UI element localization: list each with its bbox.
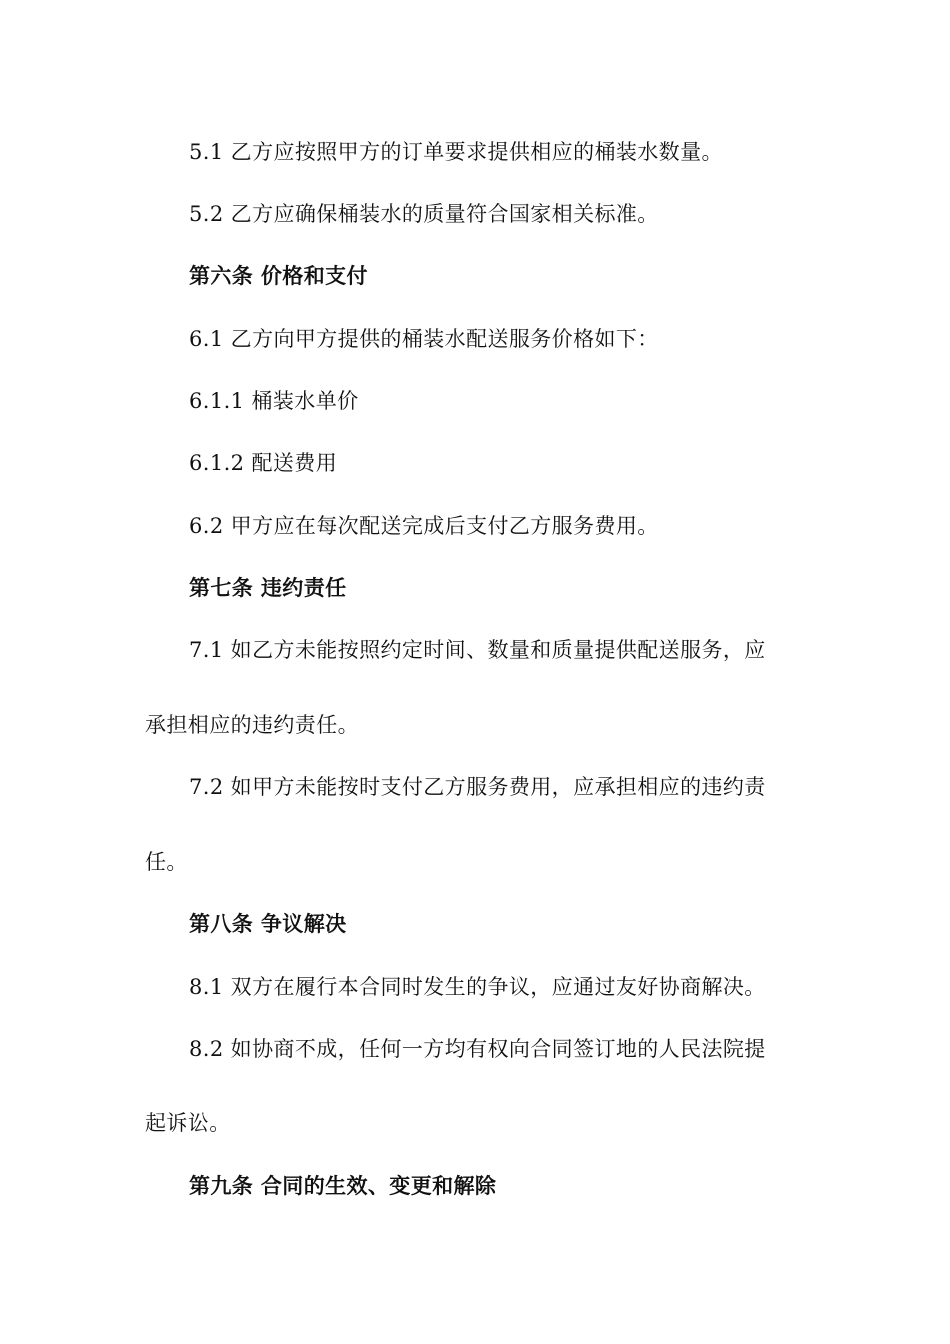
clause-8-2-line-1: 8.2 如协商不成，任何一方均有权向合同签订地的人民法院提 [189, 1037, 766, 1061]
clause-8-1: 8.1 双方在履行本合同时发生的争议，应通过友好协商解决。 [189, 975, 766, 999]
clause-5-1: 5.1 乙方应按照甲方的订单要求提供相应的桶装水数量。 [189, 140, 723, 164]
article-6-heading: 第六条 价格和支付 [189, 263, 368, 288]
clause-5-2: 5.2 乙方应确保桶装水的质量符合国家相关标准。 [189, 202, 659, 226]
clause-7-2-line-2: 任。 [145, 850, 188, 874]
clause-8-2-line-2: 起诉讼。 [145, 1111, 231, 1135]
clause-6-2: 6.2 甲方应在每次配送完成后支付乙方服务费用。 [189, 514, 659, 538]
clause-6-1-1: 6.1.1 桶装水单价 [189, 389, 359, 413]
clause-7-1-line-1: 7.1 如乙方未能按照约定时间、数量和质量提供配送服务，应 [189, 638, 766, 662]
clause-7-1-line-2: 承担相应的违约责任。 [145, 713, 359, 737]
clause-6-1-2: 6.1.2 配送费用 [189, 451, 338, 475]
clause-7-2-line-1: 7.2 如甲方未能按时支付乙方服务费用，应承担相应的违约责 [189, 775, 766, 799]
clause-6-1: 6.1 乙方向甲方提供的桶装水配送服务价格如下： [189, 327, 659, 351]
article-8-heading: 第八条 争议解决 [189, 911, 347, 936]
article-9-heading: 第九条 合同的生效、变更和解除 [189, 1173, 497, 1198]
article-7-heading: 第七条 违约责任 [189, 575, 347, 600]
